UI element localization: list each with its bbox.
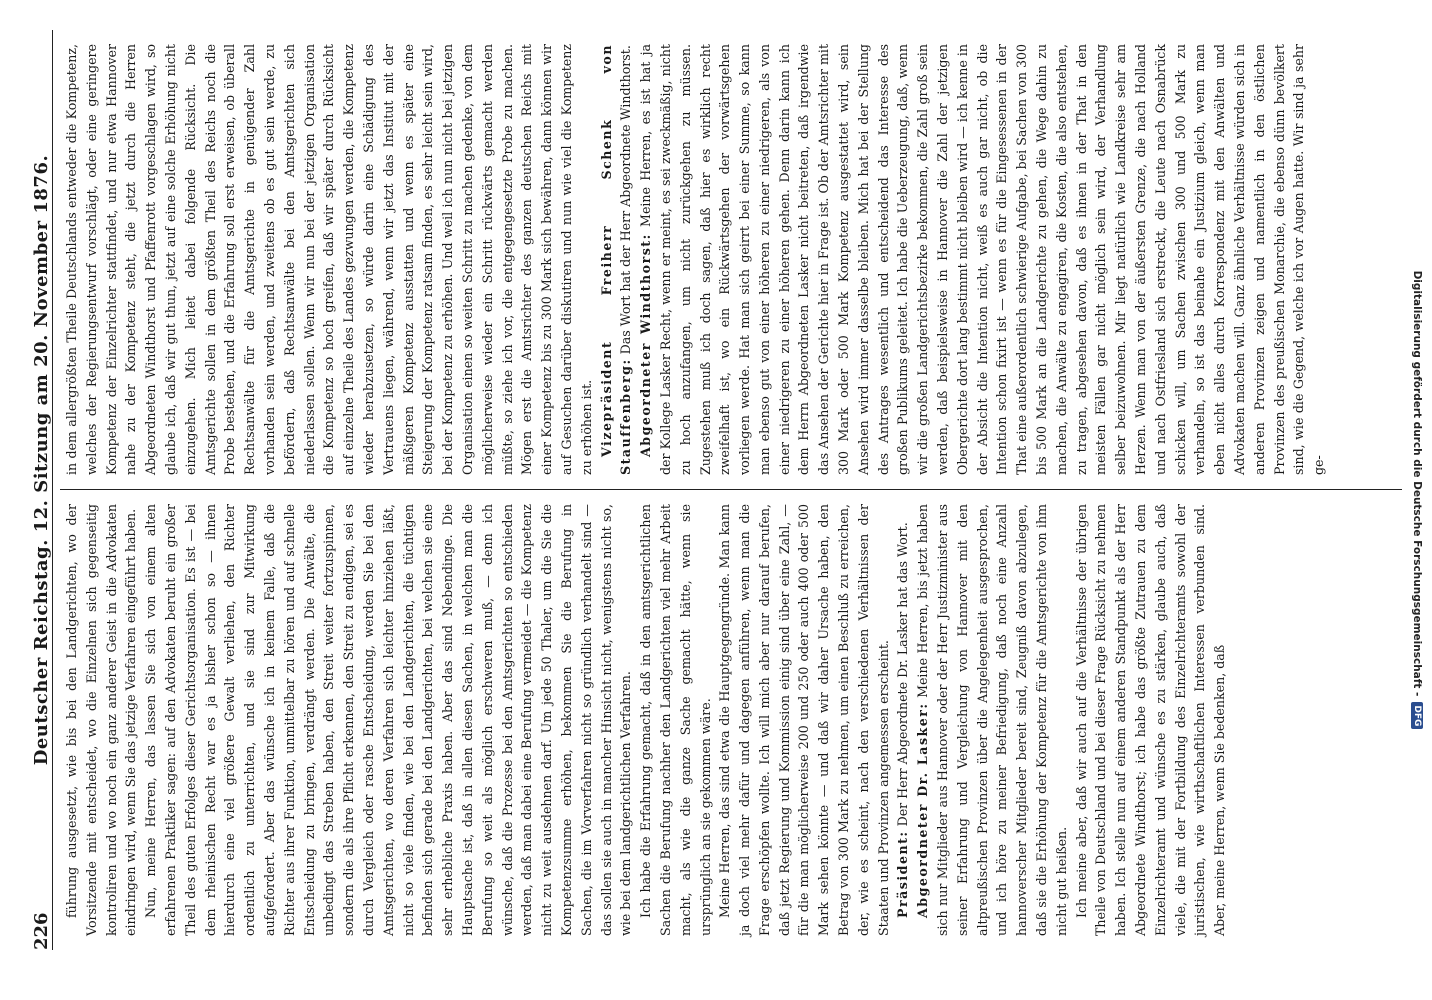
speaker-label: Präsident: [895, 830, 911, 918]
right-column [60, 30, 1402, 490]
paragraph: in dem allergrößten Theile Deutschlands entweder die Kompetenz, welches der Regierungsentwurf vorschlägt, oder eine geringere Kompetenz der Einzelrichter stattfindet, und nur etwa Hannover nahe zu der Kompetenz steht, die jetzt durch die Herren Abgeordneten Windthorst und Pfaffenrott vorgeschlagen wird, so glaube ich, daß wir gut thun, jetzt auf eine solche Erhöhung nicht einzugehen. Mich leitet dabei folgende Rücksicht. Die Amtsgerichte sollen in dem größten Theil des Reichs noch die Probe bestehen, und die Erfahrung soll erst erweisen, ob überall Rechtsanwälte für die Amtsgerichte in genügender Zahl vorhanden sein werden, und zweitens ob es gut sein werde, zu befördern, daß Rechtsanwälte bei den Amtsgerichten sich niederlassen sollen. Wenn wir nun bei der jetzigen Organisation die Kompetenz so hoch greifen, daß wir später durch Rücksicht auf einzelne Theile des Landes gezwungen werden, die Kompetenz wieder herabzusetzen, so würde darin eine Schädigung des Vertrauens liegen, während, wenn wir jetzt das Institut mit der mäßigeren Kompetenz ausstatten und wenn es später eine Steigerung der Kompetenz ratsam finden, es sehr leicht sein wird, bei der Kompetenz zu erhöhen. Und weil ich nun nicht bei jetzigen Organisation einen so weiten Schritt zu machen gedenke, von dem möglicherweise wieder ein Schritt rückwärts gemacht werden müßte, so ziehe ich vor, die entgegengesetzte Probe zu machen. Mögen erst die Amtsrichter des ganzen deutschen Reichs mit einer Kompetenz bis zu 300 Mark sich bewähren, dann können wir auf Gesuchen darüber diskutiren und nun wie viel die Kompetenz zu erhöhen ist. [64, 44, 594, 475]
paragraph: Ich meine aber, daß wir auch auf die Verhältnisse der übrigen Theile von Deutschland und bei dieser Frage Rücksicht zu nehmen haben. Ich stelle nun auf einem anderen Standpunkt als der Herr Abgeordnete Windthorst; ich habe das größte Zutrauen zu dem Einzelrichteramt und wünsche es zu stärken, glaube auch, daß viele, die mit der Fortbildung des Einzelrichteramts sowohl der juristischen, wie wirthschaftlichen Interessen verbunden sind. Aber, meine Herren, wenn Sie bedenken, daß [1073, 504, 1228, 936]
paragraph: Ich habe die Erfahrung gemacht, daß in den amtsgerichtlichen Sachen die Berufung nachher den Landgerichten viel mehr Arbeit macht, als wie die ganze Sache gemacht hätte, wenn sie ursprünglich an sie gekommen wäre. [638, 504, 713, 936]
speech-start [913, 504, 1071, 936]
credit-line [1406, 8, 1428, 992]
speaker-label: Abgeordneter Windthorst: [638, 233, 654, 457]
speaker-text: Meine Herren, bis jetzt haben sich nur Mitglieder aus Hannover oder der Herr Justizminister aus seiner Erfahrung und Vergleichung von Hannover mit den altpreußischen Provinzen über die Angelegenheit ausgesprochen, und ich höre zu meiner Befriedigung, daß noch eine Anzahl hannoverscher Mitglieder bereit sind, Zeugniß davon abzulegen, daß sie die Erhöhung der Kompetenz für die Amtsgerichte von ihm nicht gut heißen. [915, 504, 1069, 936]
page-title: Deutscher Reichstag. 12. Sitzung am 20. November 1876. [31, 154, 52, 766]
paragraph: Meine Herren, das sind etwa die Hauptgegengründe. Man kann ja doch viel mehr dafür und dagegen anführen, wenn man die Frage erschöpfen wollte. Ich will mich aber nur darauf berufen, daß jetzt Regierung und Kommission einig sind über eine Zahl, — für die man möglicherweise 200 und 250 oder auch 400 oder 500 Mark sehen könnte — und daß wir daher Ursache haben, den Betrag von 300 Mark zu nehmen, um einen Beschluß zu erreichen, der, wie es scheint, nach den verschiedenen Verhältnissen der Staaten und Provinzen angemessen erscheint. [717, 504, 891, 936]
speaker-label: Abgeordneter Dr. Lasker: [915, 702, 931, 918]
text-columns [60, 30, 1402, 950]
speaker-text: Meine Herren, es ist hat ja der Kollege Lasker Recht, wenn er meint, es sei zweckmäßig, nicht zu hoch anzufangen, um nicht zurückgehen zu müssen. Zugestehen muß ich doch sagen, daß hier es wirklich recht zweifelhaft ist, wo ein Rückwärtsgehen der vorwärtsgehen vorliegen werde. Hat man sich geirrt bei einer Summe, so kann man ebenso gut von einer höheren zu einer niedrigeren, als von einer niedrigeren zu einer höheren gehen. Denn darin kann ich dem Herrn Abgeordneten Lasker nicht beitreten, daß irgendwie das Ansehen der Gerichte hier in Frage ist. Ob der Amtsrichter mit 300 Mark oder 500 Mark Kompetenz ausgestattet wird, sein Ansehen wird immer dasselbe bleiben. Mich hat bei der Stellung des Antrages wesentlich und entscheidend das Interesse des großen Publikums geleitet. Ich habe die Ueberzeugung, daß, wenn wir die großen Landgerichtsbezirke bekommen, die Zahl groß sein werden, daß beispielsweise in Hannover die Zahl der jetzigen Obergerichte dort lang bestimmt nicht bleiben wird — ich kenne in der Absicht die Intention nicht, weiß es auch gar nicht, ob die Intention schon fixirt ist — wenn es für die Eingesessenen in der That eine außerordentlich schwierige Aufgabe, bei Sachen von 300 bis 500 Mark an die Landgerichte zu gehen, die Wege dahin zu machen, die Anwälte zu engagiren, die Kosten, die also entstehen, zu tragen, abgesehen davon, daß es ihnen in der That in den meisten Fällen gar nicht möglich sein wird, der Verhandlung selber beizuwohnen. Mir liegt natürlich wie Landkreise sehr am Herzen. Wenn man von der äußersten Grenze, die nach Holland und nach Ostfriesland sich erstreckt, die Leute nach Osnabrück schicken will, um Sachen zwischen 300 und 500 Mark zu verhandeln, so ist das beinahe ein Justizium gleich, wenn man eben nicht alles durch Korrespondenz mit den Anwälten und Advokaten machen will. Ganz ähnliche Verhältnisse würden sich in anderen Provinzen zeigen und namentlich in den östlichen Provinzen des preußischen Monarchie, die ebenso dünn bevölkert sind, wie die Gegend, welche ich vor Augen hatte. Wir sind ja sehr ge- [638, 44, 1327, 475]
page-number: 226 [31, 912, 52, 950]
president-remark [893, 504, 913, 936]
speech-start [636, 44, 1329, 475]
speaker-text: Das Wort hat der Herr Abgeordnete Windthorst. [618, 45, 634, 355]
left-column [60, 490, 1402, 950]
speaker-label: Vizepräsident Freiherr Schenk von Stauffenberg: [598, 44, 634, 475]
paragraph: Nun, meine Herren, das lassen Sie sich von einem alten erfahrenen Praktiker sagen: auf den Advokaten beruht ein großer Theil des guten Erfolges dieser Gerichtsorganisation. Es ist — bei dem rheinischen Recht war es ja bisher schon so — ihnen hierdurch eine viel größere Gewalt verliehen, den Richter ordentlich zu unterrichten, und sie sind zur Mitwirkung aufgefordert. Aber das wünsche ich in keinem Falle, daß die Richter aus ihrer Funktion, unmittelbar zu hören und auf schnelle Entscheidung zu bringen, verdrängt werden. Die Anwälte, die unbedingt das Streben haben, den Streit weiter fortzuspinnen, sondern die als ihre Pflicht erkennen, den Streit zu endigen, sei es durch Vergleich oder rasche Entscheidung, werden Sie bei den Amtsgerichten, wo deren Verfahren sich leichter hinziehen läßt, nicht so viele finden, wie bei den Landgerichten, die tüchtigen befinden sich gerade bei den Landgerichten, bei welchen sie eine sehr erhebliche Praxis haben. Aber das sind Nebendinge. Die Hauptsache ist, daß in allen diesen Sachen, in welchen man die Berufung so weit als möglich erschweren muß, — denn ich wünsche, daß die Prozesse bei den Amtsgerichten so entschieden werden, daß man dabei eine Berufung vermeidet — die Kompetenz nicht zu weit ausdehnen darf. Um jede 50 Thaler, um die Sie die Kompetenzsumme erhöhen, bekommen Sie die Berufung in Sachen, die im Vorverfahren nicht so gründlich verhandelt sind — das sollen sie auch in mancher Hinsicht nicht, wenigstens nicht so, wie bei dem landgerichtlichen Verfahren. [143, 504, 634, 936]
page-header [18, 30, 53, 950]
speaker-text: Der Herr Abgeordnete Dr. Lasker hat das Wort. [895, 522, 911, 827]
dfg-logo: DFG [1411, 702, 1423, 729]
vice-president-remark [597, 44, 637, 475]
digitization-credit [1406, 8, 1428, 992]
credit-text: Digitalisierung gefördert durch die Deutsche Forschungsgemeinschaft - [1411, 270, 1423, 697]
paragraph: führung ausgesetzt, wie bis bei den Landgerichten, wo der Vorsitzende mit entscheidet, wo die Einzelnen sich gegenseitig kontroliren und wo noch ein ganz anderer Geist in die Advokaten eindringen wird, wenn Sie das jetzige Verfahren eingeführt haben. [64, 504, 139, 936]
